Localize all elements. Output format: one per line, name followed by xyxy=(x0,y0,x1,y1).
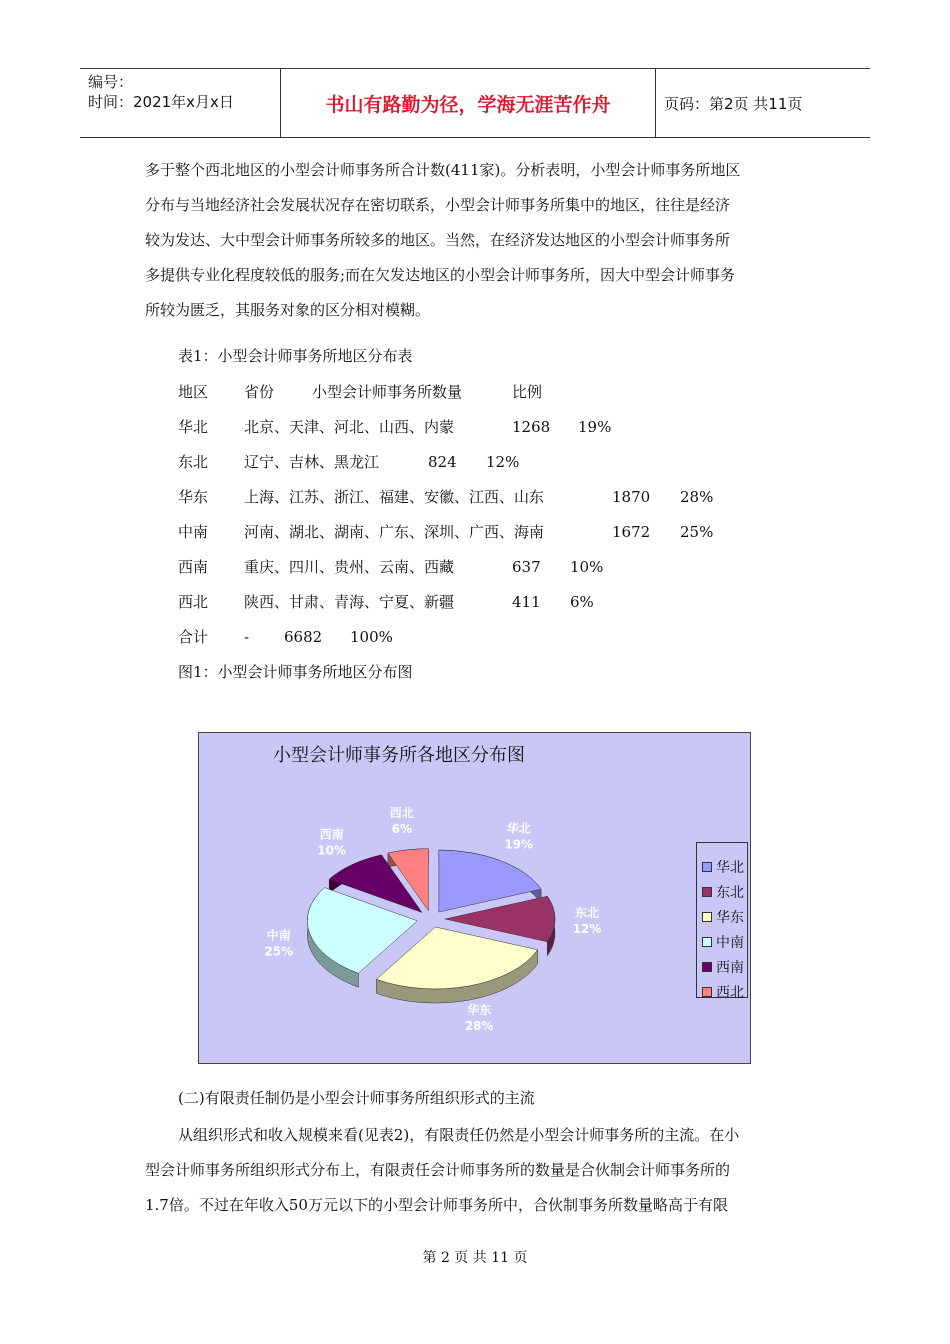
row-count: 411 xyxy=(512,593,541,611)
slice-value-label: 12% xyxy=(572,922,602,936)
row-region: 华东 xyxy=(178,488,209,506)
row-provinces: 重庆、四川、贵州、云南、西藏 xyxy=(244,558,455,576)
chart-legend xyxy=(696,842,748,1001)
slice-label: 中南 xyxy=(266,928,291,943)
row-provinces: 陕西、甘肃、青海、宁夏、新疆 xyxy=(244,593,455,611)
row-count: 1870 xyxy=(612,488,651,506)
legend-item xyxy=(702,907,744,927)
table-total-row xyxy=(178,626,393,647)
slice-value-label: 10% xyxy=(317,843,346,858)
header-region: 地区 xyxy=(178,383,209,401)
legend-item xyxy=(702,982,744,1002)
row-region: 中南 xyxy=(178,523,209,541)
legend-item xyxy=(702,957,744,977)
table-row xyxy=(178,451,519,472)
table-row xyxy=(178,486,713,507)
row-ratio: 10% xyxy=(570,558,604,576)
intro-line: 多于整个西北地区的小型会计师事务所合计数(411家)。分析表明，小型会计师事务所地区 xyxy=(145,161,741,179)
slice-value-label: 6% xyxy=(391,821,412,836)
row-provinces: 上海、江苏、浙江、福建、安徽、江西、山东 xyxy=(244,488,545,506)
slice-value-label: 28% xyxy=(464,1019,494,1033)
row-count: 1672 xyxy=(612,523,651,541)
total-ratio: 100% xyxy=(350,628,393,646)
row-ratio: 12% xyxy=(486,453,520,471)
pie-chart xyxy=(198,732,751,1064)
row-region: 东北 xyxy=(178,453,209,471)
legend-label: 华东 xyxy=(716,910,744,926)
legend-item xyxy=(702,932,744,952)
header-meta xyxy=(80,69,281,137)
total-region: 合计 xyxy=(178,628,209,646)
table-header-row xyxy=(178,381,542,402)
row-count: 637 xyxy=(512,558,541,576)
total-count: 6682 xyxy=(284,628,323,646)
time-label: 时间：2021年x月x日 xyxy=(88,93,234,111)
legend-swatch xyxy=(702,937,712,947)
row-provinces: 河南、湖北、湖南、广东、深圳、广西、海南 xyxy=(244,523,545,541)
table-caption: 表1：小型会计师事务所地区分布表 xyxy=(178,347,413,365)
total-provinces: - xyxy=(244,628,250,646)
table-row xyxy=(178,556,603,577)
legend-item xyxy=(702,882,744,902)
page-header xyxy=(80,68,870,138)
body-line: 从组织形式和收入规模来看(见表2)，有限责任仍然是小型会计师事务所的主流。在小 xyxy=(178,1126,740,1144)
intro-line: 所较为匮乏，其服务对象的区分相对模糊。 xyxy=(145,301,431,319)
header-count: 小型会计师事务所数量 xyxy=(312,383,463,401)
body-paragraph xyxy=(145,1118,810,1223)
figure-caption: 图1：小型会计师事务所地区分布图 xyxy=(178,663,413,681)
legend-swatch xyxy=(702,962,712,972)
legend-swatch xyxy=(702,887,712,897)
slice-label: 华北 xyxy=(506,821,531,836)
row-region: 华北 xyxy=(178,418,209,436)
legend-item xyxy=(702,857,744,877)
body-line: 1.7倍。不过在年收入50万元以下的小型会计师事务所中，合伙制事务所数量略高于有限 xyxy=(145,1196,728,1214)
body-line: 型会计师事务所组织形式分布上，有限责任会计师事务所的数量是合伙制会计师事务所的 xyxy=(145,1161,731,1179)
legend-swatch xyxy=(702,987,712,997)
legend-label: 西南 xyxy=(716,960,744,976)
section-heading: (二)有限责任制仍是小型会计师事务所组织形式的主流 xyxy=(178,1089,535,1107)
legend-label: 东北 xyxy=(716,885,744,901)
row-provinces: 辽宁、吉林、黑龙江 xyxy=(244,453,380,471)
row-ratio: 6% xyxy=(570,593,594,611)
header-motto: 书山有路勤为径，学海无涯苦作舟 xyxy=(281,69,656,137)
slice-label: 西南 xyxy=(319,827,344,842)
table-row xyxy=(178,416,611,437)
header-provinces: 省份 xyxy=(244,383,275,401)
row-region: 西南 xyxy=(178,558,209,576)
row-region: 西北 xyxy=(178,593,209,611)
intro-line: 多提供专业化程度较低的服务;而在欠发达地区的小型会计师事务所，因大中型会计师事务 xyxy=(145,266,736,284)
table-row xyxy=(178,591,594,612)
row-count: 1268 xyxy=(512,418,551,436)
legend-swatch xyxy=(702,912,712,922)
legend-swatch xyxy=(702,862,712,872)
header-ratio: 比例 xyxy=(512,383,543,401)
slice-label: 西北 xyxy=(389,805,414,820)
chart-title: 小型会计师事务所各地区分布图 xyxy=(273,745,525,766)
intro-line: 较为发达、大中型会计师事务所较多的地区。当然，在经济发达地区的小型会计师事务所 xyxy=(145,231,731,249)
slice-value-label: 25% xyxy=(264,944,294,959)
legend-label: 华北 xyxy=(716,860,744,876)
row-ratio: 19% xyxy=(578,418,612,436)
row-provinces: 北京、天津、河北、山西、内蒙 xyxy=(244,418,455,436)
slice-label: 华东 xyxy=(467,1003,492,1017)
pie-chart-canvas xyxy=(199,733,750,1063)
legend-label: 中南 xyxy=(716,935,744,951)
row-ratio: 25% xyxy=(680,523,714,541)
slice-value-label: 19% xyxy=(504,837,534,852)
intro-line: 分布与当地经济社会发展状况存在密切联系，小型会计师事务所集中的地区，往往是经济 xyxy=(145,196,731,214)
table-row xyxy=(178,521,713,542)
row-ratio: 28% xyxy=(680,488,714,506)
number-label: 编号： xyxy=(88,73,134,91)
header-page-info: 页码：第2页 共11页 xyxy=(664,94,803,113)
legend-label: 西北 xyxy=(716,985,744,1001)
row-count: 824 xyxy=(428,453,457,471)
page-footer: 第 2 页 共 11 页 xyxy=(422,1250,528,1266)
slice-label: 东北 xyxy=(574,906,600,920)
intro-paragraph xyxy=(145,153,810,328)
